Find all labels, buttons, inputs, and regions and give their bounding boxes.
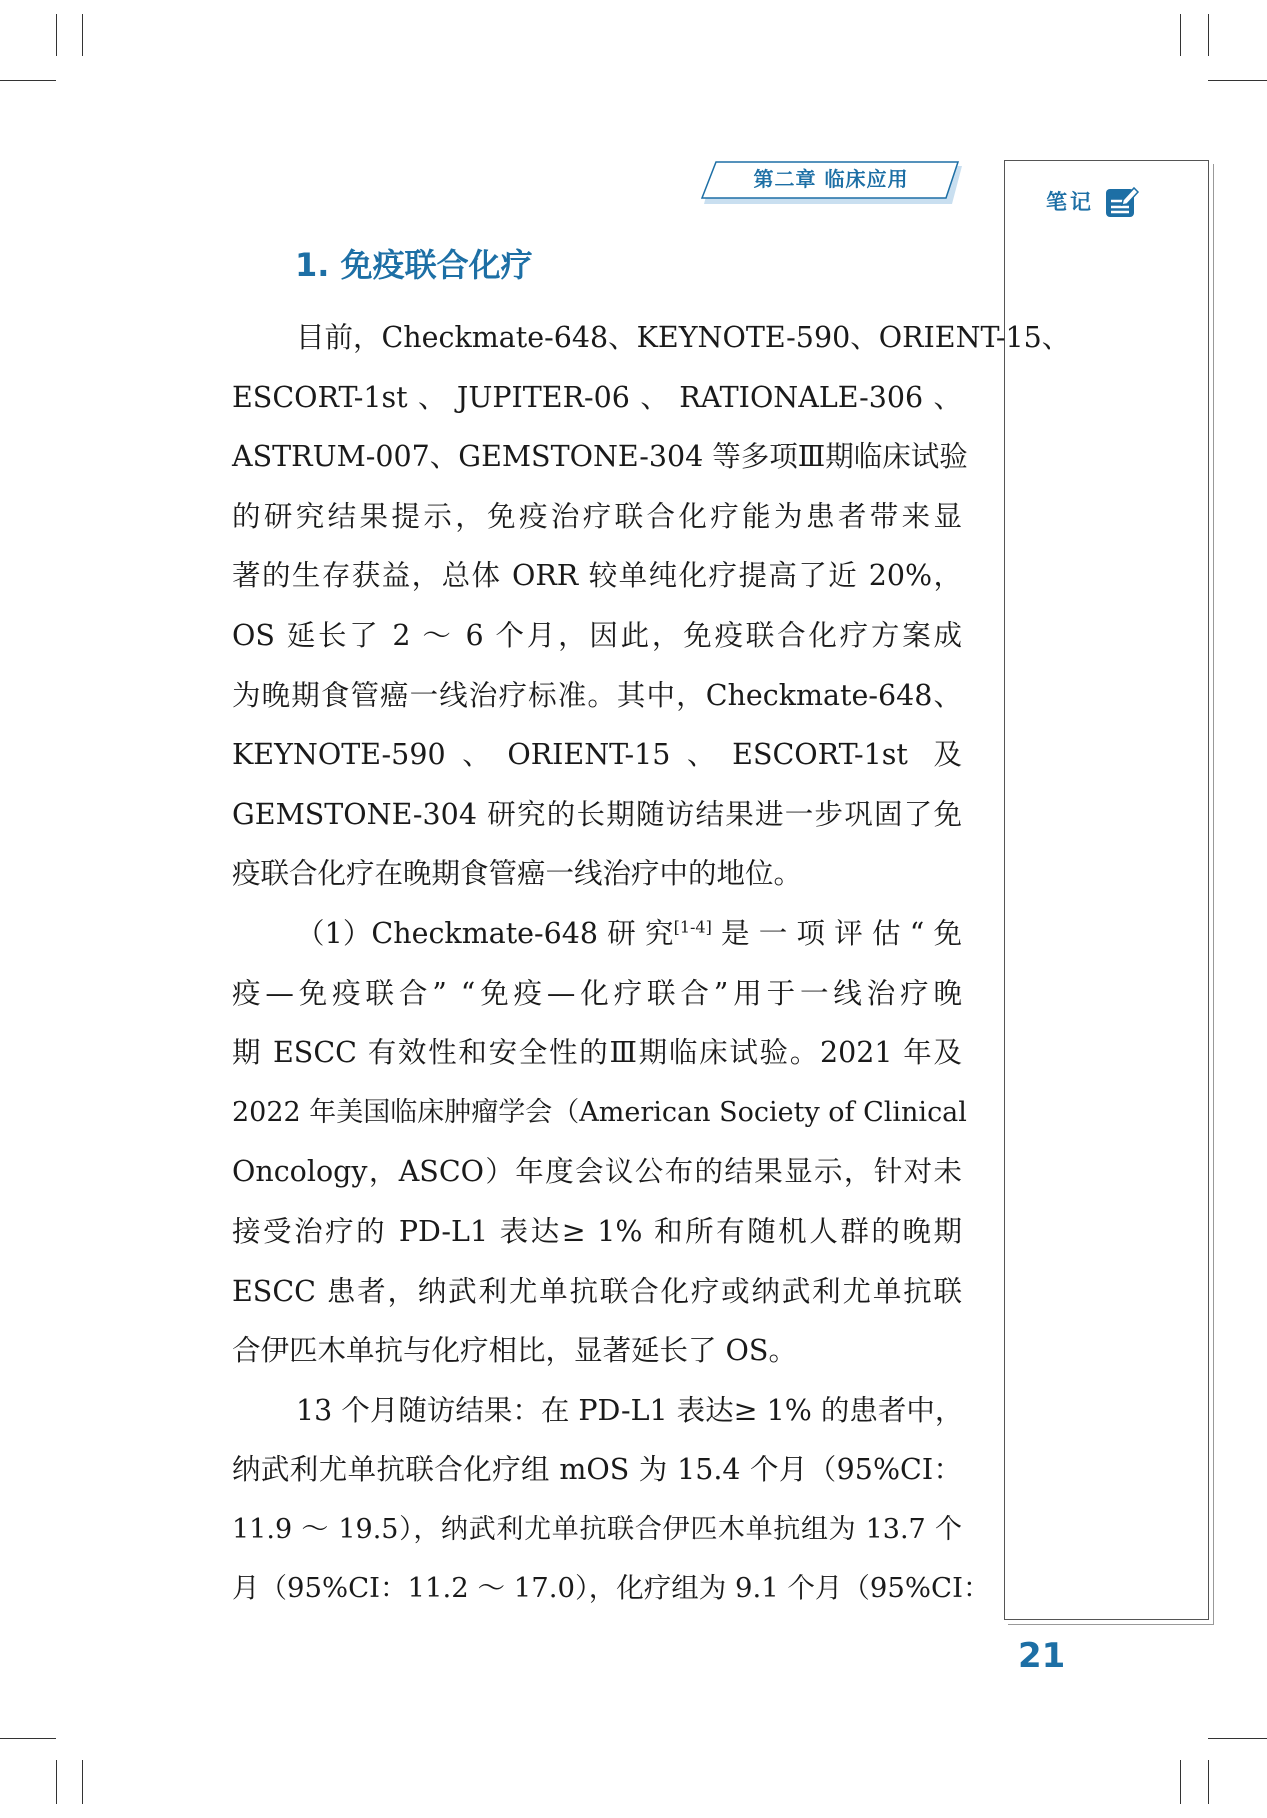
text-line: 13 个月随访结果：在 PD-L1 表达≥ 1% 的患者中， — [296, 1393, 964, 1427]
crop-mark — [82, 14, 83, 56]
text-line: 期 ESCC 有效性和安全性的Ⅲ期临床试验。2021 年及 — [232, 1036, 962, 1070]
text-line: GEMSTONE-304 研究的长期随访结果进一步巩固了免 — [232, 797, 962, 831]
text-segment: （1）Checkmate-648 研 究 — [296, 916, 674, 950]
text-line: ESCC 患者，纳武利尤单抗联合化疗或纳武利尤单抗联 — [232, 1274, 962, 1308]
crop-mark — [1208, 14, 1209, 56]
text-line: 著的生存获益，总体 ORR 较单纯化疗提高了近 20%， — [232, 559, 962, 593]
crop-mark — [82, 1760, 83, 1804]
notes-panel — [1004, 160, 1209, 1620]
chapter-tab — [700, 160, 962, 198]
text-line: 2022 年美国临床肿瘤学会（American Society of Clinical — [232, 1096, 967, 1128]
crop-mark — [1208, 1760, 1209, 1804]
crop-mark — [1180, 14, 1181, 56]
text-line: 纳武利尤单抗联合化疗组 mOS 为 15.4 个月（95%CI： — [232, 1453, 962, 1487]
text-line: 疫—免疫联合” “免疫—化疗联合”用于一线治疗晚 — [232, 976, 962, 1010]
crop-mark — [1208, 80, 1267, 81]
notes-label: 笔记 — [1046, 190, 1094, 214]
crop-mark — [0, 1738, 56, 1739]
text-line: 目前，Checkmate-648、KEYNOTE-590、ORIENT-15、 — [296, 321, 1071, 354]
text-line — [232, 904, 962, 964]
text-line: ASTRUM-007、GEMSTONE-304 等多项Ⅲ期临床试验 — [232, 440, 968, 474]
text-line: 疫联合化疗在晚期食管癌一线治疗中的地位。 — [232, 857, 803, 891]
crop-mark — [1208, 1738, 1267, 1739]
crop-mark — [1180, 1760, 1181, 1804]
crop-mark — [56, 14, 57, 56]
text-line: 的研究结果提示，免疫治疗联合化疗能为患者带来显 — [232, 499, 962, 533]
page-number: 21 — [1018, 1636, 1066, 1676]
text-segment: 是 一 项 评 估 “ 免 — [711, 916, 962, 950]
text-line: OS 延长了 2 ～ 6 个月，因此，免疫联合化疗方案成 — [232, 618, 962, 652]
citation-superscript: [1-4] — [673, 917, 712, 937]
crop-mark — [56, 1760, 57, 1804]
text-line: 为晚期食管癌一线治疗标准。其中，Checkmate-648、 — [232, 678, 962, 712]
notepad-pencil-icon — [1103, 185, 1139, 223]
text-line: ESCORT-1st、JUPITER-06、RATIONALE-306、 — [232, 380, 962, 414]
body-text — [232, 308, 1071, 1619]
text-line: 月（95%CI：11.2 ～ 17.0），化疗组为 9.1 个月（95%CI： — [232, 1572, 991, 1605]
text-line: KEYNOTE-590、ORIENT-15、ESCORT-1st 及 — [232, 738, 962, 772]
text-line: 11.9 ～ 19.5），纳武利尤单抗联合伊匹木单抗组为 13.7 个 — [232, 1513, 962, 1545]
chapter-label: 第二章 临床应用 — [753, 167, 909, 191]
text-line: 合伊匹木单抗与化疗相比，显著延长了 OS。 — [232, 1334, 797, 1368]
section-title: 1. 免疫联合化疗 — [295, 246, 533, 284]
crop-mark — [0, 80, 56, 81]
text-line: Oncology，ASCO）年度会议公布的结果显示，针对未 — [232, 1155, 962, 1189]
text-line: 接受治疗的 PD-L1 表达≥ 1% 和所有随机人群的晚期 — [232, 1214, 962, 1248]
